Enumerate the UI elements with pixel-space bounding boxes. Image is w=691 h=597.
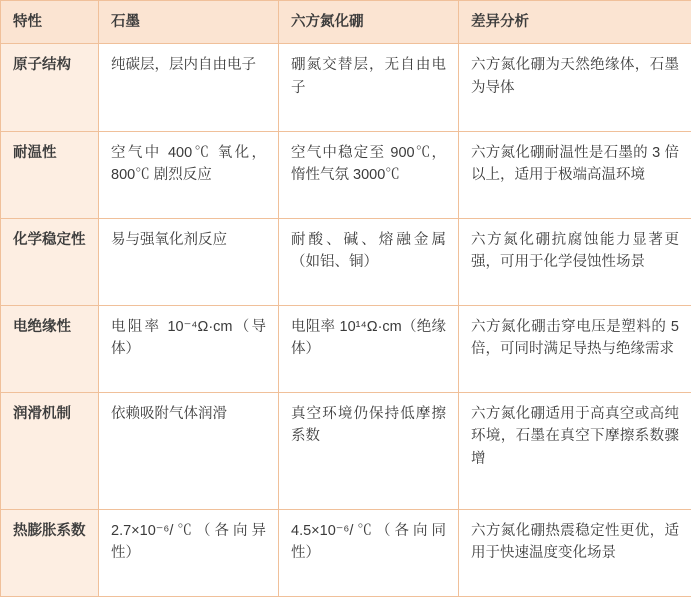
header-row xyxy=(1,1,691,44)
cell-analysis: 六方氮化硼热震稳定性更优，适用于快速温度变化场景 xyxy=(459,509,691,596)
column-header-graphite: 石墨 xyxy=(99,1,279,44)
table-row xyxy=(1,392,691,509)
cell-hbn: 真空环境仍保持低摩擦系数 xyxy=(279,392,459,509)
cell-hbn: 空气中稳定至 900℃，惰性气氛 3000℃ xyxy=(279,131,459,218)
cell-graphite: 易与强氧化剂反应 xyxy=(99,218,279,305)
table-row xyxy=(1,509,691,596)
row-header-label: 润滑机制 xyxy=(1,392,99,509)
table-row xyxy=(1,44,691,131)
row-header-label: 电绝缘性 xyxy=(1,305,99,392)
cell-analysis: 六方氮化硼为天然绝缘体，石墨为导体 xyxy=(459,44,691,131)
cell-analysis: 六方氮化硼击穿电压是塑料的 5 倍，可同时满足导热与绝缘需求 xyxy=(459,305,691,392)
cell-hbn: 电阻率 10¹⁴Ω·cm（绝缘体） xyxy=(279,305,459,392)
table-body xyxy=(1,44,691,597)
cell-analysis: 六方氮化硼抗腐蚀能力显著更强，可用于化学侵蚀性场景 xyxy=(459,218,691,305)
column-header-feature: 特性 xyxy=(1,1,99,44)
cell-hbn: 4.5×10⁻⁶/℃（各向同性） xyxy=(279,509,459,596)
row-header-label: 耐温性 xyxy=(1,131,99,218)
table-row xyxy=(1,218,691,305)
row-header-label: 热膨胀系数 xyxy=(1,509,99,596)
cell-graphite: 依赖吸附气体润滑 xyxy=(99,392,279,509)
row-header-label: 原子结构 xyxy=(1,44,99,131)
row-header-label: 化学稳定性 xyxy=(1,218,99,305)
cell-graphite: 空气中 400℃ 氧化，800℃ 剧烈反应 xyxy=(99,131,279,218)
table-row xyxy=(1,131,691,218)
cell-analysis: 六方氮化硼适用于高真空或高纯环境，石墨在真空下摩擦系数骤增 xyxy=(459,392,691,509)
column-header-analysis: 差异分析 xyxy=(459,1,691,44)
cell-graphite: 电阻率 10⁻⁴Ω·cm（导体） xyxy=(99,305,279,392)
cell-hbn: 硼氮交替层，无自由电子 xyxy=(279,44,459,131)
table-header xyxy=(1,1,691,44)
cell-graphite: 2.7×10⁻⁶/℃（各向异性） xyxy=(99,509,279,596)
cell-hbn: 耐酸、碱、熔融金属（如铝、铜） xyxy=(279,218,459,305)
table-row xyxy=(1,305,691,392)
column-header-hbn: 六方氮化硼 xyxy=(279,1,459,44)
cell-graphite: 纯碳层，层内自由电子 xyxy=(99,44,279,131)
cell-analysis: 六方氮化硼耐温性是石墨的 3 倍以上，适用于极端高温环境 xyxy=(459,131,691,218)
